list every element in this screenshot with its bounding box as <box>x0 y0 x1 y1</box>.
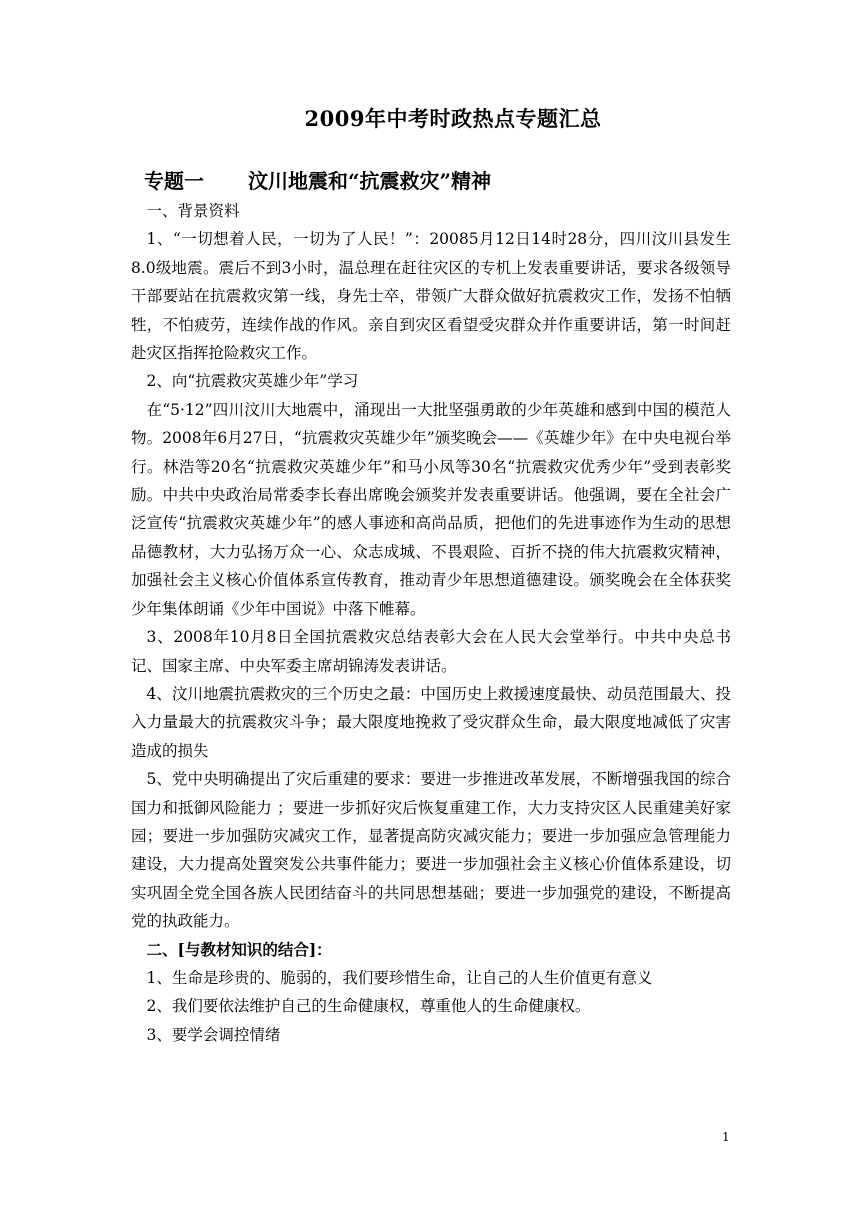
paragraph: 3、2008年10月8日全国抗震救灾总结表彰大会在人民大会堂举行。中共中央总书记、国家主席、中央军委主席胡锦涛发表讲话。 <box>131 628 731 675</box>
paragraph: 5、党中央明确提出了灾后重建的要求：要进一步推进改革发展，不断增强我国的综合国力和抵御风险能力 ；要进一步抓好灾后恢复重建工作，大力支持灾区人民重建美好家园；要进一步加强防灾减灾工作，显著提高防灾减灾能力；要进一步加强应急管理能力建设，大力提高处置突发公共事件能力；要进一步加强社会主义核心价值体系建设，切实巩固全党全国各族人民团结奋斗的共同思想基础；要进一步加强党的建设，不断提高党的执政能力。 <box>131 770 731 931</box>
section-heading <box>144 165 491 194</box>
page-number: 1 <box>722 1130 730 1144</box>
paragraph: 2、向“抗震救灾英雄少年”学习 <box>146 372 359 391</box>
paragraph: 4、汶川地震抗震救灾的三个历史之最：中国历史上救援速度最快、动员范围最大、投入力量最大的抗震救灾斗争；最大限度地挽救了受灾群众生命，最大限度地减低了灾害造成的损失 <box>131 684 731 760</box>
paragraph: 3、要学会调控情绪 <box>146 1025 281 1044</box>
paragraph: 在“5·12”四川汶川大地震中，涌现出一大批坚强勇敢的少年英雄和感到中国的模范人物。2008年6月27日，“抗震救灾英雄少年”颁奖晚会——《英雄少年》在中央电视台举行。林浩等20名“抗震救灾英雄少年”和马小凤等30名“抗震救灾优秀少年”受到表彰奖励。中共中央政治局常委李长春出席晚会颁奖并发表重要讲话。他强调，要在全社会广泛宣传“抗震救灾英雄少年”的感人事迹和高尚品质，把他们的先进事迹作为生动的思想品德教材，大力弘扬万众一心、众志成城、不畏艰险、百折不挠的伟大抗震救灾精神，加强社会主义核心价值体系宣传教育，推动青少年思想道德建设。颁奖晚会在全体获奖少年集体朗诵《少年中国说》中落下帷幕。 <box>131 400 731 618</box>
document-title: 2009年中考时政热点专题汇总 <box>304 106 602 131</box>
paragraph: 1、生命是珍贵的、脆弱的，我们要珍惜生命，让自己的人生价值更有意义 <box>146 968 653 987</box>
paragraph: 一、背景资料 <box>146 202 240 220</box>
paragraph: 2、我们要依法维护自己的生命健康权，尊重他人的生命健康权。 <box>146 997 591 1016</box>
paragraph: 1、“一切想着人民，一切为了人民！”：20085月12日14时28分，四川汶川县发生8.0级地震。震后不到3小时，温总理在赶往灾区的专机上发表重要讲话，要求各级领导干部要站在抗震救灾第一线，身先士卒，带领广大群众做好抗震救灾工作，发扬不怕牺牲，不怕疲劳，连续作战的作风。亲自到灾区看望受灾群众并作重要讲话，第一时间赶赴灾区指挥抢险救灾工作。 <box>131 230 731 363</box>
section-topic: 汶川地震和“抗震救灾”精神 <box>248 169 492 193</box>
subsection-heading: 二、[与教材知识的结合]： <box>146 939 332 959</box>
document-body <box>131 197 731 1049</box>
section-label: 专题一 <box>144 169 204 193</box>
